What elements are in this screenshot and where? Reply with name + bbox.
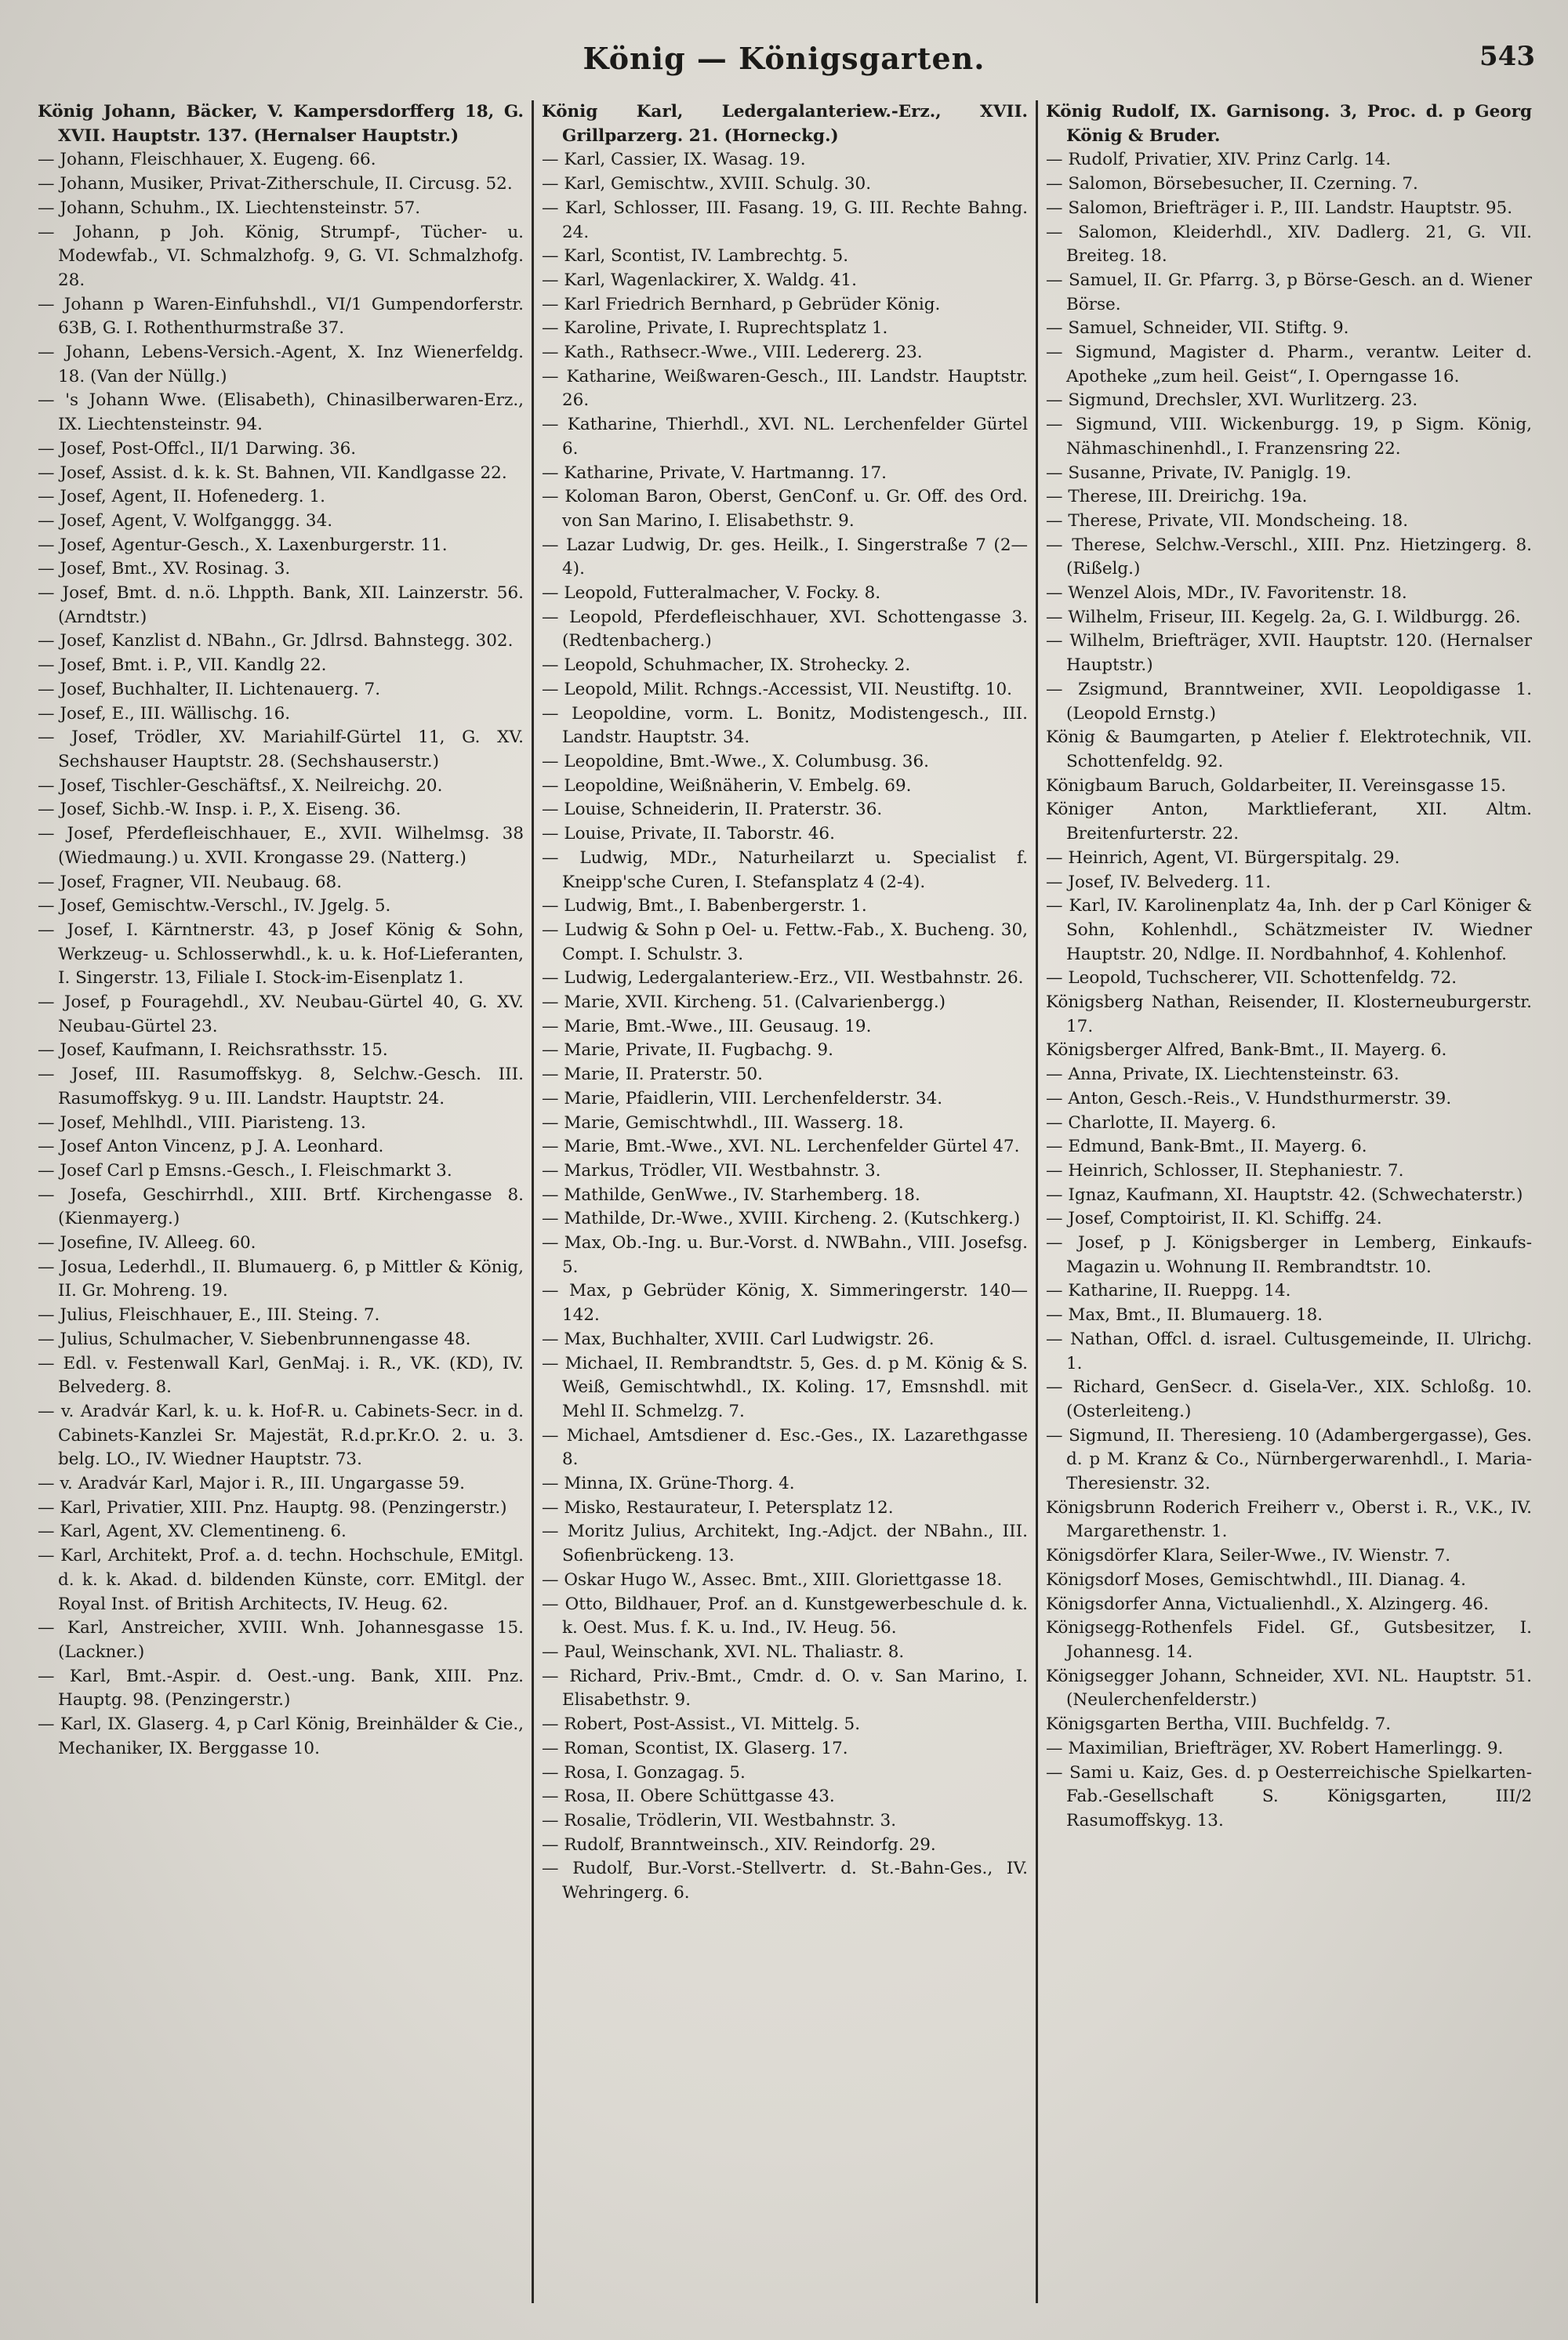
column-right xyxy=(1036,100,1540,2303)
directory-entry: — Leopoldine, vorm. L. Bonitz, Modistengesch., III. Landstr. Hauptstr. 34. xyxy=(542,703,1028,748)
directory-entry: Königbaum Baruch, Goldarbeiter, II. Vereinsgasse 15. xyxy=(1046,775,1507,796)
directory-entry: — Nathan, Offcl. d. israel. Cultusgemeinde, II. Ulrichg. 1. xyxy=(1046,1329,1532,1373)
directory-entry: — Robert, Post-Assist., VI. Mittelg. 5. xyxy=(542,1714,861,1735)
directory-entry: — Samuel, Schneider, VII. Stiftg. 9. xyxy=(1046,318,1349,339)
directory-entry: — Ludwig, Ledergalanteriew.-Erz., VII. Westbahnstr. 26. xyxy=(542,968,1024,989)
directory-entry: — Oskar Hugo W., Assec. Bmt., XIII. Gloriettgasse 18. xyxy=(542,1569,1003,1590)
directory-entry: — Johann, Schuhm., IX. Liechtensteinstr. 57. xyxy=(38,198,421,218)
directory-entry: — Leopold, Pferdefleischhauer, XVI. Schottengasse 3. (Redtenbacherg.) xyxy=(542,607,1028,651)
directory-entry: — Mathilde, Dr.-Wwe., XVIII. Kircheng. 2. (Kutschkerg.) xyxy=(542,1209,1021,1229)
directory-entry: — Karl, Scontist, IV. Lambrechtg. 5. xyxy=(542,246,849,267)
directory-entry: — Karoline, Private, I. Ruprechtsplatz 1. xyxy=(542,318,888,339)
directory-entry: — Edmund, Bank-Bmt., II. Mayerg. 6. xyxy=(1046,1137,1367,1157)
directory-entry: — Max, Buchhalter, XVIII. Carl Ludwigstr. 26. xyxy=(542,1329,935,1349)
directory-entry: — Marie, Bmt.-Wwe., XVI. NL. Lerchenfelder Gürtel 47. xyxy=(542,1137,1020,1157)
directory-entry: — Ludwig & Sohn p Oel- u. Fettw.-Fab., X. Bucheng. 30, Compt. I. Schulstr. 3. xyxy=(542,920,1028,964)
directory-entry: — Maximilian, Briefträger, XV. Robert Hamerlingg. 9. xyxy=(1046,1738,1504,1758)
directory-entry: — Michael, Amtsdiener d. Esc.-Ges., IX. Lazarethgasse 8. xyxy=(542,1425,1028,1470)
directory-entry: — Sami u. Kaiz, Ges. d. p Oesterreichische Spielkarten-Fab.-Gesellschaft S. Königsgarten, III/2 Rasumoffskyg. 13. xyxy=(1046,1762,1532,1830)
directory-entry: — Julius, Fleischhauer, E., III. Steing. 7. xyxy=(38,1305,380,1326)
directory-entry: — Karl, Cassier, IX. Wasag. 19. xyxy=(542,150,806,170)
page-number: 543 xyxy=(1479,41,1535,72)
directory-entry: — Heinrich, Schlosser, II. Stephaniestr. 7. xyxy=(1046,1160,1404,1181)
directory-entry: — Richard, GenSecr. d. Gisela-Ver., XIX. Schloßg. 10. (Osterleiteng.) xyxy=(1046,1377,1532,1421)
directory-entry: — Johann p Waren-Einfuhshdl., VI/1 Gumpendorferstr. 63B, G. I. Rothenthurmstraße 37. xyxy=(38,294,524,339)
directory-entry: — Karl, Wagenlackirer, X. Waldg. 41. xyxy=(542,270,857,290)
directory-entry: Königsdorfer Anna, Victualienhdl., X. Alzingerg. 46. xyxy=(1046,1594,1489,1614)
directory-entry: — Max, Ob.-Ing. u. Bur.-Vorst. d. NWBahn., VIII. Josefsg. 5. xyxy=(542,1233,1028,1277)
directory-entry: — Johann, Fleischhauer, X. Eugeng. 66. xyxy=(38,150,376,170)
directory-entry: — Leopold, Tuchscherer, VII. Schottenfeldg. 72. xyxy=(1046,968,1457,989)
directory-entry: — Julius, Schulmacher, V. Siebenbrunnengasse 48. xyxy=(38,1329,471,1349)
directory-entry: — Leopold, Schuhmacher, IX. Strohecky. 2. xyxy=(542,655,911,676)
directory-entry: — Zsigmund, Branntweiner, XVII. Leopoldigasse 1. (Leopold Ernstg.) xyxy=(1046,679,1532,724)
directory-entry: — Minna, IX. Grüne-Thorg. 4. xyxy=(542,1474,795,1494)
directory-entry: — Leopold, Milit. Rchngs.-Accessist, VII. Neustiftg. 10. xyxy=(542,679,1013,699)
directory-entry: — Karl, Anstreicher, XVIII. Wnh. Johannesgasse 15. (Lackner.) xyxy=(38,1618,524,1662)
directory-entry: — Josef, p J. Königsberger in Lemberg, Einkaufs-Magazin u. Wohnung II. Rembrandtstr. 10. xyxy=(1046,1233,1532,1277)
directory-entry: — Lazar Ludwig, Dr. ges. Heilk., I. Singerstraße 7 (2—4). xyxy=(542,535,1028,579)
directory-entry: — Josua, Lederhdl., II. Blumauerg. 6, p Mittler & König, II. Gr. Mohreng. 19. xyxy=(38,1257,524,1301)
directory-entry: — Josef, Bmt. d. n.ö. Lhppth. Bank, XII. Lainzerstr. 56. (Arndtstr.) xyxy=(38,583,524,627)
directory-entry: — Karl, IX. Glaserg. 4, p Carl König, Breinhälder & Cie., Mechaniker, IX. Berggasse 10. xyxy=(38,1714,524,1758)
directory-columns xyxy=(30,100,1540,2303)
directory-entry: — Ludwig, MDr., Naturheilarzt u. Specialist f. Kneipp'sche Curen, I. Stefansplatz 4 (2-4). xyxy=(542,847,1028,892)
directory-entry: König & Baumgarten, p Atelier f. Elektrotechnik, VII. Schottenfeldg. 92. xyxy=(1046,727,1532,771)
directory-entry: — Marie, Bmt.-Wwe., III. Geusaug. 19. xyxy=(542,1016,872,1036)
directory-entry: — Josef, Comptoirist, II. Kl. Schiffg. 24. xyxy=(1046,1209,1382,1229)
directory-entry: — Mathilde, GenWwe., IV. Starhemberg. 18. xyxy=(542,1185,920,1205)
directory-entry: — Josefine, IV. Alleeg. 60. xyxy=(38,1233,256,1253)
directory-entry: — Josef, Post-Offcl., II/1 Darwing. 36. xyxy=(38,438,357,459)
directory-entry: — Karl, Privatier, XIII. Pnz. Hauptg. 98. (Penzingerstr.) xyxy=(38,1497,507,1518)
directory-entry: — Marie, Private, II. Fugbachg. 9. xyxy=(542,1040,833,1061)
directory-entry: — Marie, Pfaidlerin, VIII. Lerchenfelderstr. 34. xyxy=(542,1088,943,1108)
directory-entry: — Sigmund, VIII. Wickenburgg. 19, p Sigm. König, Nähmaschinenhdl., I. Franzensring 22. xyxy=(1046,415,1532,459)
directory-entry: — Josef, Mehlhdl., VIII. Piaristeng. 13. xyxy=(38,1112,366,1133)
directory-entry: — Josef Carl p Emsns.-Gesch., I. Fleischmarkt 3. xyxy=(38,1160,452,1181)
directory-entry: — Heinrich, Agent, VI. Bürgerspitalg. 29. xyxy=(1046,847,1400,868)
directory-entry: — Karl, Agent, XV. Clementineng. 6. xyxy=(38,1522,347,1542)
directory-entry: — Misko, Restaurateur, I. Petersplatz 12. xyxy=(542,1497,894,1518)
directory-entry: — Josef, Buchhalter, II. Lichtenauerg. 7. xyxy=(38,679,381,699)
directory-entry: — Karl, Bmt.-Aspir. d. Oest.-ung. Bank, XIII. Pnz. Hauptg. 98. (Penzingerstr.) xyxy=(38,1666,524,1711)
directory-entry: — Max, Bmt., II. Blumauerg. 18. xyxy=(1046,1305,1323,1326)
directory-entry: — Josefa, Geschirrhdl., XIII. Brtf. Kirchengasse 8. (Kienmayerg.) xyxy=(38,1185,524,1229)
directory-entry: — Josef, E., III. Wällischg. 16. xyxy=(38,703,291,724)
directory-entry: — Josef, Kanzlist d. NBahn., Gr. Jdlrsd. Bahnstegg. 302. xyxy=(38,631,514,651)
directory-entry: — Rosa, II. Obere Schüttgasse 43. xyxy=(542,1787,835,1807)
directory-entry: — Josef, IV. Belvederg. 11. xyxy=(1046,872,1272,892)
directory-entry: — Michael, II. Rembrandtstr. 5, Ges. d. p M. König & S. Weiß, Gemischtwhdl., IX. Koling. 17, Emsnshdl. mit Mehl II. Schmelzg. 7. xyxy=(542,1353,1028,1421)
directory-entry: Königsberg Nathan, Reisender, II. Klosterneuburgerstr. 17. xyxy=(1046,992,1532,1036)
directory-entry: — Johann, Lebens-Versich.-Agent, X. Inz Wienerfeldg. 18. (Van der Nüllg.) xyxy=(38,343,524,386)
directory-entry: — Johann, Musiker, Privat-Zitherschule, II. Circusg. 52. xyxy=(38,174,513,194)
directory-entry: — Josef, III. Rasumoffskyg. 8, Selchw.-Gesch. III. Rasumoffskyg. 9 u. III. Landstr. Hauptstr. 24. xyxy=(38,1065,524,1108)
directory-entry: — Paul, Weinschank, XVI. NL. Thaliastr. 8. xyxy=(542,1642,905,1662)
directory-entry: — Otto, Bildhauer, Prof. an d. Kunstgewerbeschule d. k. k. Oest. Mus. f. K. u. Ind., IV. Heug. 56. xyxy=(542,1594,1028,1638)
directory-entry: — Marie, Gemischtwhdl., III. Wasserg. 18. xyxy=(542,1112,904,1133)
directory-entry: — Josef, Kaufmann, I. Reichsrathsstr. 15. xyxy=(38,1040,388,1061)
directory-entry: — Roman, Scontist, IX. Glaserg. 17. xyxy=(542,1738,848,1758)
directory-entry: — 's Johann Wwe. (Elisabeth), Chinasilberwaren-Erz., IX. Liechtensteinstr. 94. xyxy=(38,390,524,435)
directory-entry: — Leopold, Futteralmacher, V. Focky. 8. xyxy=(542,583,881,604)
directory-entry: — Koloman Baron, Oberst, GenConf. u. Gr. Off. des Ord. von San Marino, I. Elisabethstr. 9. xyxy=(542,487,1028,531)
directory-entry: — Wilhelm, Friseur, III. Kegelg. 2a, G. I. Wildburgg. 26. xyxy=(1046,607,1521,627)
directory-entry: — Sigmund, Drechsler, XVI. Wurlitzerg. 23. xyxy=(1046,390,1418,411)
directory-entry: — Josef Anton Vincenz, p J. A. Leonhard. xyxy=(38,1137,384,1157)
directory-entry: — Marie, II. Praterstr. 50. xyxy=(542,1065,764,1085)
directory-entry: Königsegg-Rothenfels Fidel. Gf., Gutsbesitzer, I. Johannesg. 14. xyxy=(1046,1618,1532,1662)
directory-entry: — Ignaz, Kaufmann, XI. Hauptstr. 42. (Schwechaterstr.) xyxy=(1046,1185,1523,1205)
page-title: König — Königsgarten. xyxy=(583,41,985,76)
directory-entry: — Katharine, II. Rueppg. 14. xyxy=(1046,1281,1291,1301)
directory-entry: Königsgarten Bertha, VIII. Buchfeldg. 7. xyxy=(1046,1714,1392,1735)
directory-entry: Königsdorf Moses, Gemischtwhdl., III. Dianag. 4. xyxy=(1046,1569,1466,1590)
directory-entry: — Anton, Gesch.-Reis., V. Hundsthurmerstr. 39. xyxy=(1046,1088,1452,1108)
directory-entry: — Ludwig, Bmt., I. Babenbergerstr. 1. xyxy=(542,896,867,916)
directory-entry: — Josef, Agentur-Gesch., X. Laxenburgerstr. 11. xyxy=(38,535,448,555)
directory-entry: — Josef, Bmt. i. P., VII. Kandlg 22. xyxy=(38,655,327,676)
directory-entry: — Sigmund, Magister d. Pharm., verantw. Leiter d. Apotheke „zum heil. Geist“, I. Operngasse 16. xyxy=(1046,343,1532,386)
directory-entry: — Leopoldine, Bmt.-Wwe., X. Columbusg. 36. xyxy=(542,751,929,771)
directory-entry: — Kath., Rathsecr.-Wwe., VIII. Ledererg. 23. xyxy=(542,343,923,363)
page-header xyxy=(0,41,1568,88)
directory-entry: König Johann, Bäcker, V. Kampersdorfferg 18, G. XVII. Hauptstr. 137. (Hernalser Hauptstr.) xyxy=(38,102,524,146)
directory-entry: — Moritz Julius, Architekt, Ing.-Adjct. der NBahn., III. Sofienbrückeng. 13. xyxy=(542,1522,1028,1566)
directory-entry: — Rosa, I. Gonzagag. 5. xyxy=(542,1762,746,1783)
directory-entry: — Karl, Gemischtw., XVIII. Schulg. 30. xyxy=(542,174,872,194)
directory-entry: — Josef, Sichb.-W. Insp. i. P., X. Eiseng. 36. xyxy=(38,800,401,820)
directory-entry: — Louise, Private, II. Taborstr. 46. xyxy=(542,824,835,844)
directory-entry: — Edl. v. Festenwall Karl, GenMaj. i. R., VK. (KD), IV. Belvederg. 8. xyxy=(38,1353,524,1398)
directory-entry: — Salomon, Börsebesucher, II. Czerning. 7. xyxy=(1046,174,1418,194)
directory-entry: — Samuel, II. Gr. Pfarrg. 3, p Börse-Gesch. an d. Wiener Börse. xyxy=(1046,270,1532,314)
directory-entry: — Sigmund, II. Theresieng. 10 (Adambergergasse), Ges. d. p M. Kranz & Co., Nürnbergerwarenhdl., I. Maria-Theresienstr. 32. xyxy=(1046,1425,1532,1494)
directory-entry: — Richard, Priv.-Bmt., Cmdr. d. O. v. San Marino, I. Elisabethstr. 9. xyxy=(542,1666,1028,1711)
directory-entry: — Rosalie, Trödlerin, VII. Westbahnstr. 3. xyxy=(542,1810,897,1830)
directory-entry: — Rudolf, Bur.-Vorst.-Stellvertr. d. St.-Bahn-Ges., IV. Wehringerg. 6. xyxy=(542,1859,1028,1903)
directory-entry: — Josef, Fragner, VII. Neubaug. 68. xyxy=(38,872,343,892)
directory-entry: Königsbrunn Roderich Freiherr v., Oberst i. R., V.K., IV. Margarethenstr. 1. xyxy=(1046,1497,1532,1542)
directory-entry: — Therese, Selchw.-Verschl., XIII. Pnz. Hietzingerg. 8. (Rißelg.) xyxy=(1046,535,1532,579)
directory-entry: — Wenzel Alois, MDr., IV. Favoritenstr. 18. xyxy=(1046,583,1407,604)
directory-entry: — Therese, Private, VII. Mondscheing. 18. xyxy=(1046,510,1409,531)
directory-entry: — Therese, III. Dreirichg. 19a. xyxy=(1046,487,1308,507)
directory-entry: Königsberger Alfred, Bank-Bmt., II. Mayerg. 6. xyxy=(1046,1040,1447,1061)
directory-entry: — Salomon, Briefträger i. P., III. Landstr. Hauptstr. 95. xyxy=(1046,198,1513,218)
directory-entry: — Karl Friedrich Bernhard, p Gebrüder König. xyxy=(542,294,941,314)
directory-entry: — Josef, Agent, II. Hofenederg. 1. xyxy=(38,487,325,507)
directory-entry: — Josef, Assist. d. k. k. St. Bahnen, VII. Kandlgasse 22. xyxy=(38,463,507,483)
directory-entry: — Wilhelm, Briefträger, XVII. Hauptstr. 120. (Hernalser Hauptstr.) xyxy=(1046,631,1532,676)
directory-entry: König Rudolf, IX. Garnisong. 3, Proc. d. p Georg König & Bruder. xyxy=(1046,102,1532,146)
directory-entry: — v. Aradvár Karl, Major i. R., III. Ungargasse 59. xyxy=(38,1474,465,1494)
directory-entry: — Josef, Trödler, XV. Mariahilf-Gürtel 11, G. XV. Sechshauser Hauptstr. 28. (Sechshauserstr.) xyxy=(38,727,524,771)
column-left xyxy=(30,100,532,2303)
directory-entry: — v. Aradvár Karl, k. u. k. Hof-R. u. Cabinets-Secr. in d. Cabinets-Kanzlei Sr. Majestät, R.d.pr.Kr.O. 2. u. 3. belg. LO., IV. Wiedner Hauptstr. 73. xyxy=(38,1401,524,1470)
directory-entry: — Marie, XVII. Kircheng. 51. (Calvarienbergg.) xyxy=(542,992,946,1013)
directory-entry: — Josef, Tischler-Geschäftsf., X. Neilreichg. 20. xyxy=(38,775,443,796)
directory-entry: — Rudolf, Privatier, XIV. Prinz Carlg. 14. xyxy=(1046,150,1392,170)
directory-entry: — Josef, Bmt., XV. Rosinag. 3. xyxy=(38,559,291,579)
directory-entry: Königsdörfer Klara, Seiler-Wwe., IV. Wienstr. 7. xyxy=(1046,1546,1451,1566)
directory-entry: — Charlotte, II. Mayerg. 6. xyxy=(1046,1112,1276,1133)
directory-entry: — Susanne, Private, IV. Paniglg. 19. xyxy=(1046,463,1352,483)
directory-entry: — Josef, Agent, V. Wolfganggg. 34. xyxy=(38,510,333,531)
directory-entry: — Anna, Private, IX. Liechtensteinstr. 63. xyxy=(1046,1065,1399,1085)
column-middle xyxy=(532,100,1036,2303)
directory-entry: — Katharine, Weißwaren-Gesch., III. Landstr. Hauptstr. 26. xyxy=(542,366,1028,411)
directory-entry: — Max, p Gebrüder König, X. Simmeringerstr. 140—142. xyxy=(542,1281,1028,1326)
directory-entry: — Leopoldine, Weißnäherin, V. Embelg. 69. xyxy=(542,775,912,796)
directory-entry: Königsegger Johann, Schneider, XVI. NL. Hauptstr. 51. (Neulerchenfelderstr.) xyxy=(1046,1666,1532,1711)
directory-entry: — Josef, p Fouragehdl., XV. Neubau-Gürtel 40, G. XV. Neubau-Gürtel 23. xyxy=(38,992,524,1036)
directory-entry: — Karl, Schlosser, III. Fasang. 19, G. III. Rechte Bahng. 24. xyxy=(542,198,1028,242)
directory-entry: — Katharine, Private, V. Hartmanng. 17. xyxy=(542,463,887,483)
directory-entry: — Louise, Schneiderin, II. Praterstr. 36. xyxy=(542,800,883,820)
directory-entry: — Johann, p Joh. König, Strumpf-, Tücher- u. Modewfab., VI. Schmalzhofg. 9, G. VI. Schmalzhofg. 28. xyxy=(38,222,524,290)
directory-entry: — Josef, I. Kärntnerstr. 43, p Josef König & Sohn, Werkzeug- u. Schlosserwhdl., k. u. k. Hof-Lieferanten, I. Singerstr. 13, Filiale I. Stock-im-Eisenplatz 1. xyxy=(38,920,524,989)
directory-entry: — Markus, Trödler, VII. Westbahnstr. 3. xyxy=(542,1160,881,1181)
directory-entry: — Karl, Architekt, Prof. a. d. techn. Hochschule, EMitgl. d. k. k. Akad. d. bildenden Künste, corr. EMitgl. der Royal Inst. of British Architects, IV. Heug. 62. xyxy=(38,1546,524,1614)
directory-entry: — Karl, IV. Karolinenplatz 4a, Inh. der p Carl Königer & Sohn, Kohlenhdl., Schätzmeister IV. Wiedner Hauptstr. 20, Ndlge. II. Nordbahnhof, 4. Kohlenhof. xyxy=(1046,896,1532,964)
directory-entry: König Karl, Ledergalanteriew.-Erz., XVII. Grillparzerg. 21. (Horneckg.) xyxy=(542,102,1028,146)
directory-entry: Königer Anton, Marktlieferant, XII. Altm. Breitenfurterstr. 22. xyxy=(1046,800,1532,844)
directory-entry: — Rudolf, Branntweinsch., XIV. Reindorfg. 29. xyxy=(542,1834,936,1855)
directory-entry: — Josef, Pferdefleischhauer, E., XVII. Wilhelmsg. 38 (Wiedmaung.) u. XVII. Krongasse 29. (Natterg.) xyxy=(38,824,524,868)
directory-entry: — Josef, Gemischtw.-Verschl., IV. Jgelg. 5. xyxy=(38,896,391,916)
directory-entry: — Salomon, Kleiderhdl., XIV. Dadlerg. 21, G. VII. Breiteg. 18. xyxy=(1046,222,1532,267)
directory-entry: — Katharine, Thierhdl., XVI. NL. Lerchenfelder Gürtel 6. xyxy=(542,415,1028,459)
